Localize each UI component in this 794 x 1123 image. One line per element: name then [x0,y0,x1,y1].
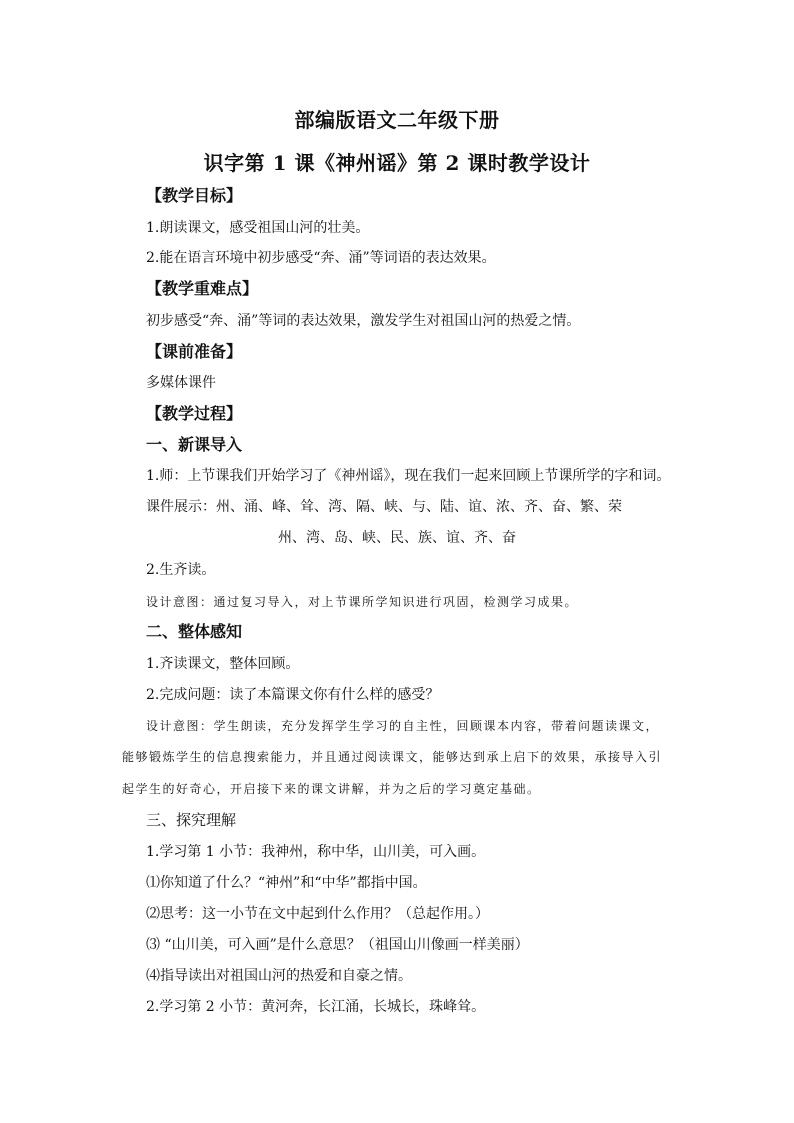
goal-item-1: 1.朗读课文，感受祖国山河的壮美。 [146,220,370,236]
goal-item-2: 2.能在语言环境中初步感受“奔、涌”等词语的表达效果。 [146,250,496,266]
document-title: 部编版语文二年级下册 [294,108,500,132]
part1-courseware: 课件展示：州、涌、峰、耸、湾、隔、峡、与、陆、谊、浓、齐、奋、繁、荣 [146,499,622,515]
prep-text: 多媒体课件 [146,375,216,391]
part2-heading: 二、整体感知 [146,622,243,641]
part1-item-2: 2.生齐读。 [146,562,216,578]
part2-item-1: 1.齐读课文，整体回顾。 [146,656,300,672]
part1-design-intent: 设计意图：通过复习导入，对上节课所学知识进行巩固，检测学习成果。 [146,595,579,609]
section-heading-prep: 【课前准备】 [146,342,243,361]
part3-subitem-2: ⑵思考：这一小节在文中起到什么作用？（总起作用。） [146,906,489,922]
part3-heading: 三、探究理解 [146,811,237,829]
part2-design-line-3: 起学生的好奇心，开启接下来的课文讲解，并为之后的学习奠定基础。 [122,782,541,796]
part2-item-2: 2.完成问题：读了本篇课文你有什么样的感受？ [146,687,440,703]
part2-design-line-2: 能够锻炼学生的信息搜索能力，并且通过阅读课文，能够达到承上启下的效果，承接导入引 [122,750,663,764]
section-heading-process: 【教学过程】 [146,404,243,423]
part3-subitem-3: ⑶ “山川美，可入画”是什么意思？（祖国山川像画一样美丽） [146,937,529,953]
section-heading-goals: 【教学目标】 [146,186,243,205]
part3-item-2: 2.学习第 2 小节：黄河奔，长江涌，长城长，珠峰耸。 [146,999,486,1015]
section-heading-keypoints: 【教学重难点】 [146,279,259,298]
keypoints-text: 初步感受“奔、涌”等词的表达效果，激发学生对祖国山河的热爱之情。 [146,313,581,329]
part3-item-1: 1.学习第 1 小节：我神州，称中华，山川美，可入画。 [146,844,486,860]
part3-subitem-4: ⑷指导读出对祖国山河的热爱和自豪之情。 [146,968,412,984]
part2-design-line-1: 设计意图：学生朗读，充分发挥学生学习的自主性，回顾课本内容，带着问题读课文， [146,719,660,733]
part1-heading: 一、新课导入 [146,435,243,454]
document-subtitle: 识字第 1 课《神州谣》第 2 课时教学设计 [203,151,591,175]
part1-item-1: 1.师：上节课我们开始学习了《神州谣》，现在我们一起来回顾上节课所学的字和词。 [146,468,671,484]
part3-subitem-1: ⑴你知道了什么？“神州”和“中华”都指中国。 [146,875,427,891]
part1-courseware-continued: 州、湾、岛、峡、民、族、谊、齐、奋 [278,530,516,546]
